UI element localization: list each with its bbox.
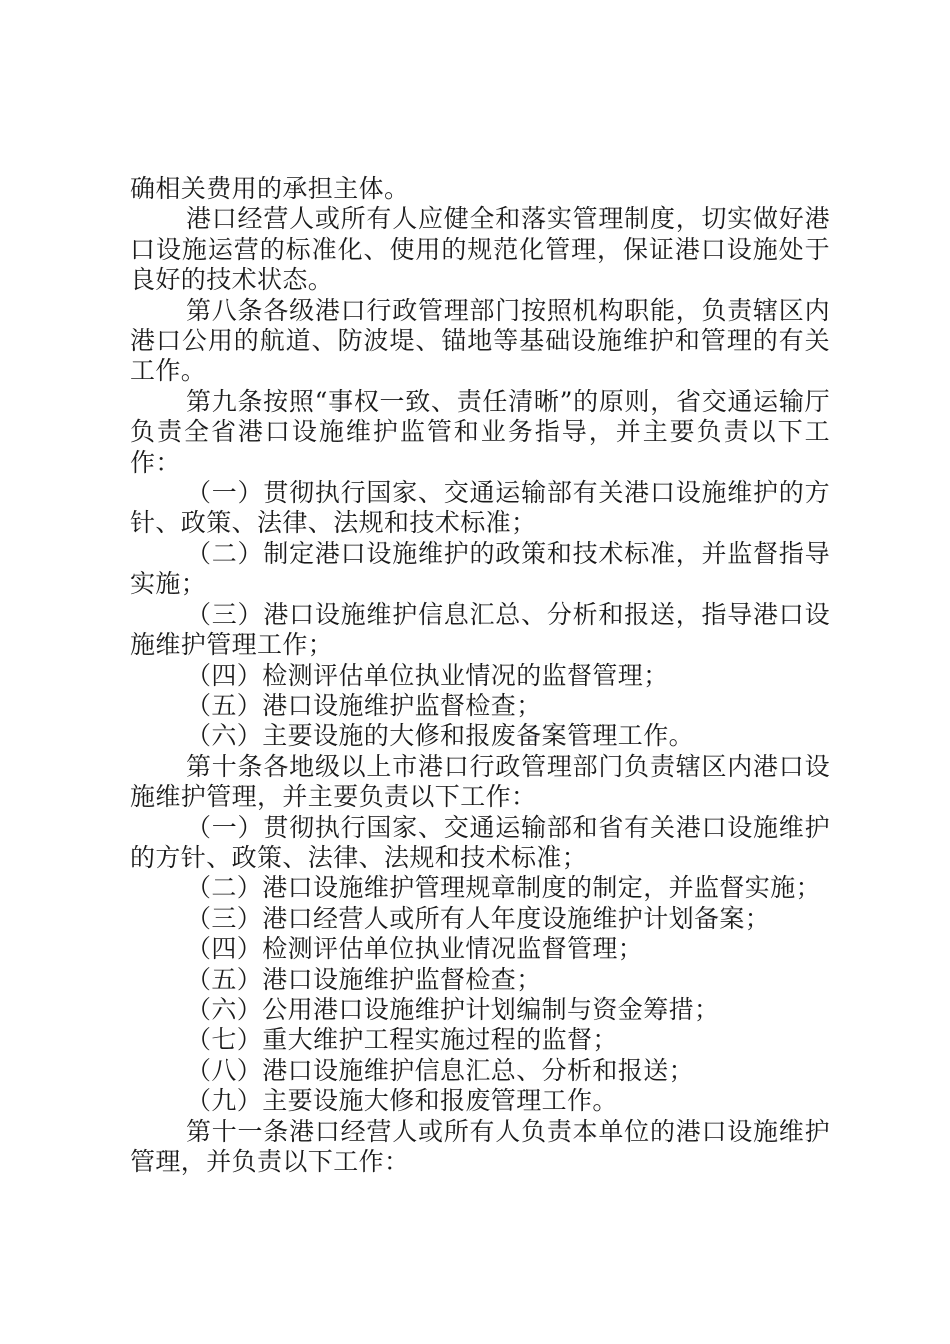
article-10-item-2: （二）港口设施维护管理规章制度的制定，并监督实施；	[186, 873, 822, 903]
article-9-item-2: （二）制定港口设施维护的政策和技术标准，并监督指导实施；	[130, 538, 830, 599]
document-body	[130, 174, 830, 1177]
article-9-item-3: （三）港口设施维护信息汇总、分析和报送，指导港口设施维护管理工作；	[130, 599, 830, 660]
article-10-item-4: （四）检测评估单位执业情况监督管理；	[186, 934, 644, 964]
article-10: 第十条各地级以上市港口行政管理部门负责辖区内港口设施维护管理，并主要负责以下工作：	[130, 751, 830, 812]
article-9: 第九条按照“事权一致、责任清晰”的原则，省交通运输厅负责全省港口设施维护监管和业务指导，并主要负责以下工作：	[130, 386, 830, 477]
article-10-item-1: （一）贯彻执行国家、交通运输部和省有关港口设施维护的方针、政策、法律、法规和技术标准；	[130, 812, 830, 872]
article-10-item-7: （七）重大维护工程实施过程的监督；	[186, 1025, 618, 1055]
article-9-item-5: （五）港口设施维护监督检查；	[186, 690, 542, 720]
article-11: 第十一条港口经营人或所有人负责本单位的港口设施维护管理，并负责以下工作：	[130, 1116, 830, 1176]
article-9-item-4: （四）检测评估单位执业情况的监督管理；	[186, 660, 669, 690]
article-9-item-1: （一）贯彻执行国家、交通运输部有关港口设施维护的方针、政策、法律、法规和技术标准；	[130, 478, 830, 538]
article-10-item-3: （三）港口经营人或所有人年度设施维护计划备案；	[186, 903, 771, 933]
article-10-item-9: （九）主要设施大修和报废管理工作。	[186, 1086, 618, 1116]
article-9-item-6: （六）主要设施的大修和报废备案管理工作。	[186, 721, 695, 751]
article-10-item-8: （八）港口设施维护信息汇总、分析和报送；	[186, 1055, 695, 1085]
paragraph-2: 港口经营人或所有人应健全和落实管理制度，切实做好港口设施运营的标准化、使用的规范化管理，保证港口设施处于良好的技术状态。	[130, 204, 830, 295]
article-10-item-6: （六）公用港口设施维护计划编制与资金筹措；	[186, 994, 720, 1024]
paragraph-1: 确相关费用的承担主体。	[130, 174, 410, 203]
article-10-item-5: （五）港口设施维护监督检查；	[186, 964, 542, 994]
article-8: 第八条各级港口行政管理部门按照机构职能，负责辖区内港口公用的航道、防波堤、锚地等基础设施维护和管理的有关工作。	[130, 295, 830, 386]
